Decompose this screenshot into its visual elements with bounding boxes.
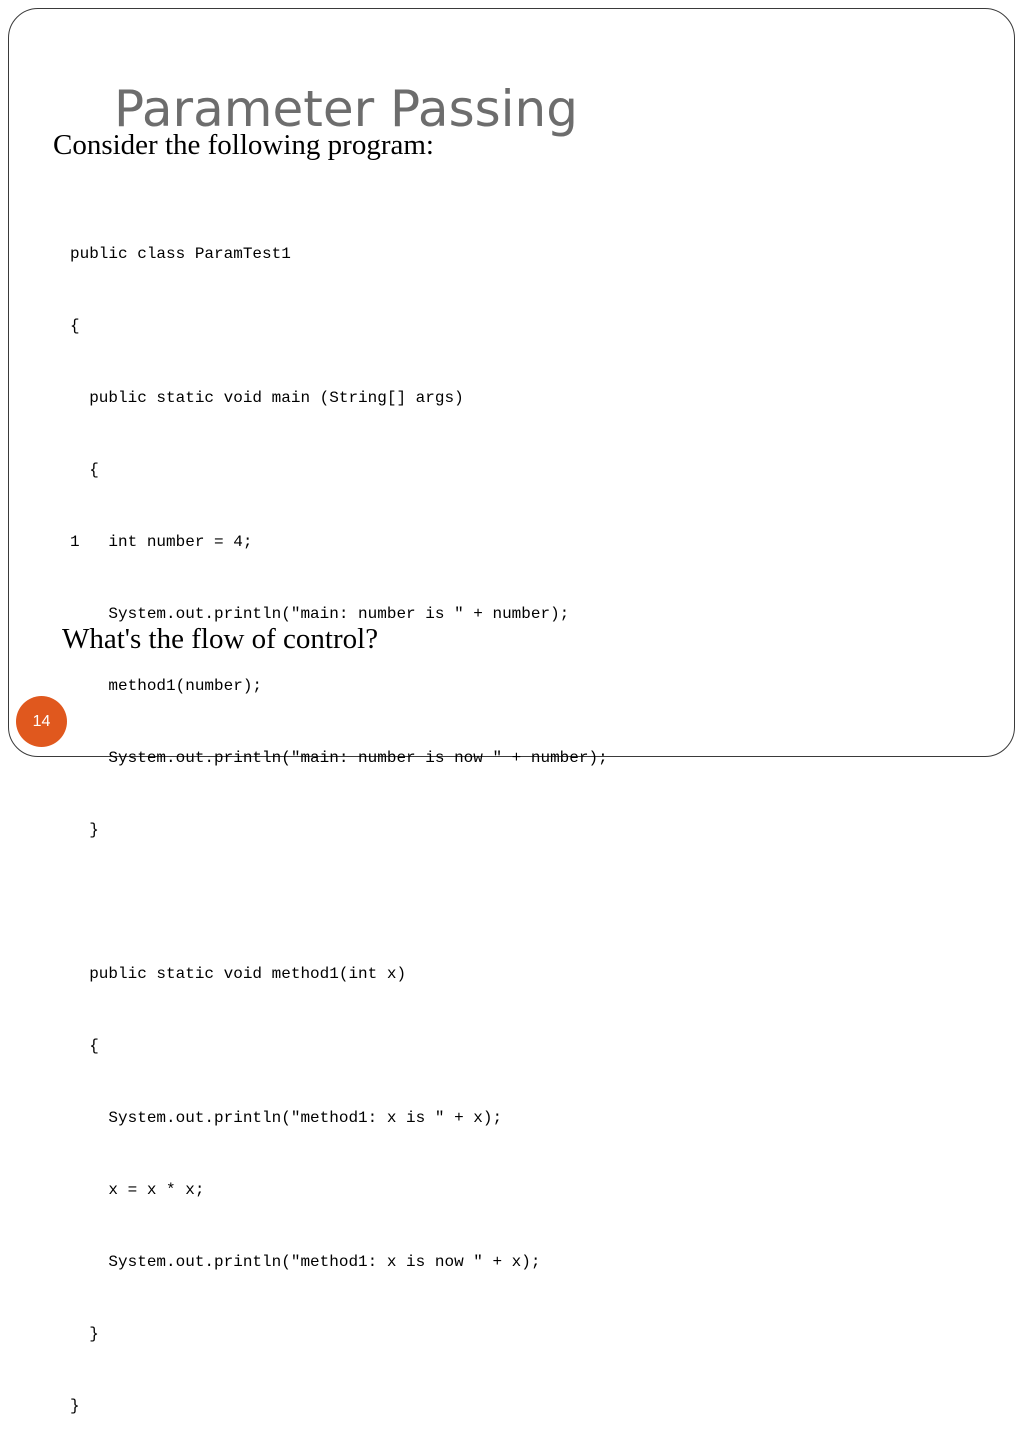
code-block	[70, 194, 608, 1442]
code-line: public static void main (String[] args)	[70, 389, 464, 407]
code-line: public class ParamTest1	[70, 245, 291, 263]
code-line: System.out.println("main: number is now " + number);	[70, 749, 608, 767]
code-line: public static void method1(int x)	[70, 965, 407, 983]
intro-text: Consider the following program:	[53, 129, 434, 161]
question-text: What's the flow of control?	[62, 623, 379, 655]
slide-number-badge: 14	[16, 696, 67, 747]
code-line: }	[70, 1325, 99, 1343]
code-line: method1(number);	[70, 677, 263, 695]
slide-title: Parameter Passing	[114, 80, 578, 138]
code-line: System.out.println("main: number is " + number);	[70, 605, 570, 623]
code-line: x = x * x;	[70, 1181, 205, 1199]
code-line: {	[70, 461, 99, 479]
code-line: {	[70, 317, 80, 335]
code-line: System.out.println("method1: x is " + x);	[70, 1109, 503, 1127]
code-line: System.out.println("method1: x is now " + x);	[70, 1253, 541, 1271]
code-line: {	[70, 1037, 99, 1055]
code-line: 1 int number = 4;	[70, 533, 253, 551]
code-line	[70, 890, 608, 914]
code-line: }	[70, 821, 99, 839]
code-line: }	[70, 1397, 80, 1415]
